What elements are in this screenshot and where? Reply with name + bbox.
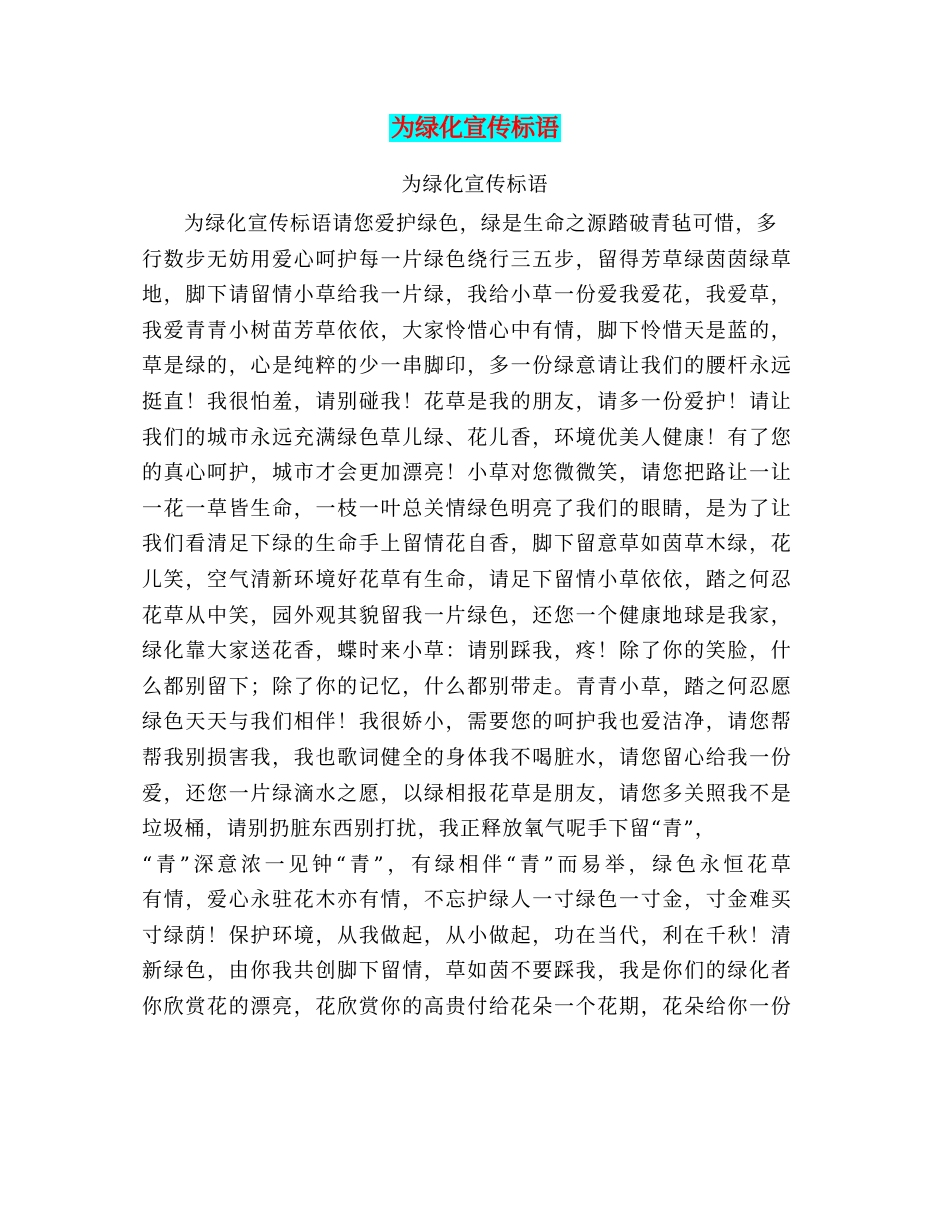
body-line: 为绿化宣传标语请您爱护绿色，绿是生命之源踏破青毡可惜，多 bbox=[184, 211, 778, 235]
body-line: 花草从中笑，园外观其貌留我一片绿色，还您一个健康地球是我家， bbox=[142, 602, 792, 627]
body-line: 我们看清足下绿的生命手上留情花自香，脚下留意草如茵草木绿，花 bbox=[142, 531, 792, 556]
body-line: 绿色天天与我们相伴！我很娇小，需要您的呵护我也爱洁净，请您帮 bbox=[142, 709, 792, 734]
body-line: 我爱青青小树苗芳草依依，大家怜惜心中有情，脚下怜惜天是蓝的， bbox=[142, 317, 792, 342]
body-line: 的真心呵护，城市才会更加漂亮！小草对您微微笑，请您把路让一让 bbox=[142, 460, 792, 485]
body-line: 儿笑，空气清新环境好花草有生命，请足下留情小草依依，踏之何忍 bbox=[142, 566, 792, 591]
body-line: 么都别留下；除了你的记忆，什么都别带走。青青小草，踏之何忍愿 bbox=[142, 673, 792, 698]
body-line: 挺直！我很怕羞，请别碰我！花草是我的朋友，请多一份爱护！请让 bbox=[142, 388, 792, 413]
document-body bbox=[142, 206, 792, 1025]
body-line: 有情，爱心永驻花木亦有情，不忘护绿人一寸绿色一寸金，寸金难买 bbox=[142, 887, 792, 912]
body-line: 绿化靠大家送花香，蝶时来小草：请别踩我，疼！除了你的笑脸，什 bbox=[142, 638, 792, 663]
body-line: 地，脚下请留情小草给我一片绿，我给小草一份爱我爱花，我爱草， bbox=[142, 282, 792, 307]
body-line: 你欣赏花的漂亮，花欣赏你的高贵付给花朵一个花期，花朵给你一份 bbox=[142, 994, 792, 1019]
document-title-text: 为绿化宣传标语 bbox=[391, 114, 559, 142]
body-line: 垃圾桶，请别扔脏东西别打扰，我正释放氧气呢手下留“青”， bbox=[142, 816, 717, 841]
document-title bbox=[0, 112, 950, 144]
body-line: 行数步无妨用爱心呵护每一片绿色绕行三五步，留得芳草绿茵茵绿草 bbox=[142, 246, 792, 271]
body-line: 爱，还您一片绿滴水之愿，以绿相报花草是朋友，请您多关照我不是 bbox=[142, 780, 792, 805]
body-line: 我们的城市永远充满绿色草儿绿、花儿香，环境优美人健康！有了您 bbox=[142, 424, 792, 449]
body-line: 草是绿的，心是纯粹的少一串脚印，多一份绿意请让我们的腰杆永远 bbox=[142, 353, 792, 378]
body-line: 寸绿荫！保护环境，从我做起，从小做起，功在当代，利在千秋！清 bbox=[142, 922, 792, 947]
body-line: 一花一草皆生命，一枝一叶总关情绿色明亮了我们的眼睛，是为了让 bbox=[142, 495, 792, 520]
body-line: 新绿色，由你我共创脚下留情，草如茵不要踩我，我是你们的绿化者 bbox=[142, 958, 792, 983]
body-line: 帮我别损害我，我也歌词健全的身体我不喝脏水，请您留心给我一份 bbox=[142, 744, 792, 769]
document-subtitle: 为绿化宣传标语 bbox=[401, 172, 549, 196]
body-line: “青”深意浓一见钟“青”，有绿相伴“青”而易举，绿色永恒花草 bbox=[142, 851, 792, 876]
